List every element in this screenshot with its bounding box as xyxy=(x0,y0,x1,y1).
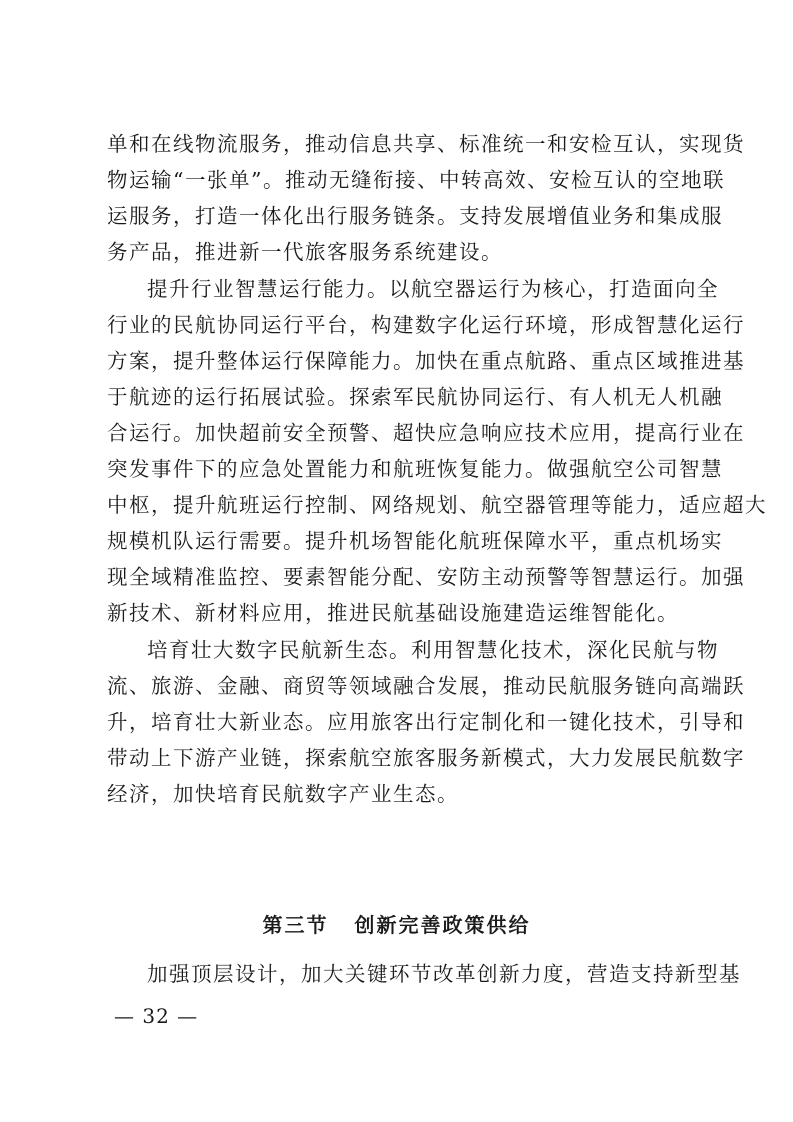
text-line: 加强顶层设计，加大关键环节改革创新力度，营造支持新型基 xyxy=(147,962,741,986)
section-number: 第三节 xyxy=(262,913,329,937)
text-line: 方案，提升整体运行保障能力。加快在重点航路、重点区域推进基 xyxy=(107,349,745,373)
text-line: 流、旅游、金融、商贸等领域融合发展，推动民航服务链向高端跃 xyxy=(107,674,745,698)
paragraph-3 xyxy=(107,632,745,812)
text-line: 提升行业智慧运行能力。以航空器运行为核心，打造面向全 xyxy=(147,277,719,301)
text-line: 升，培育壮大新业态。应用旅客出行定制化和一键化技术，引导和 xyxy=(107,710,745,734)
paragraph-2 xyxy=(107,271,767,631)
paragraph-4 xyxy=(107,956,741,992)
text-line: 务产品，推进新一代旅客服务系统建设。 xyxy=(107,240,503,264)
paragraph-1 xyxy=(107,126,745,270)
text-line: 经济，加快培育民航数字产业生态。 xyxy=(107,782,459,806)
text-line: 物运输“一张单”。推动无缝衔接、中转高效、安检互认的空地联 xyxy=(107,168,725,192)
text-line: 中枢，提升航班运行控制、网络规划、航空器管理等能力，适应超大 xyxy=(107,493,767,517)
text-line: 规模机队运行需要。提升机场智能化航班保障水平，重点机场实 xyxy=(107,529,723,553)
text-line: 合运行。加快超前安全预警、超快应急响应技术应用，提高行业在 xyxy=(107,421,745,445)
page-number: — 32 — xyxy=(114,1004,199,1028)
document-body xyxy=(107,126,767,813)
text-line: 突发事件下的应急处置能力和航班恢复能力。做强航空公司智慧 xyxy=(107,457,723,481)
text-line: 于航迹的运行拓展试验。探索军民航协同运行、有人机无人机融 xyxy=(107,385,723,409)
text-line: 单和在线物流服务，推动信息共享、标准统一和安检互认，实现货 xyxy=(107,132,745,156)
text-line: 现全域精准监控、要素智能分配、安防主动预警等智慧运行。加强 xyxy=(107,565,745,589)
text-line: 运服务，打造一体化出行服务链条。支持发展增值业务和集成服 xyxy=(107,204,723,228)
section-heading xyxy=(0,909,793,938)
text-line: 带动上下游产业链，探索航空旅客服务新模式，大力发展民航数字 xyxy=(107,746,745,770)
section-title: 创新完善政策供给 xyxy=(354,913,531,937)
text-line: 培育壮大数字民航新生态。利用智慧化技术，深化民航与物 xyxy=(147,638,719,662)
text-line: 新技术、新材料应用，推进民航基础设施建造运维智能化。 xyxy=(107,601,679,625)
text-line: 行业的民航协同运行平台，构建数字化运行环境，形成智慧化运行 xyxy=(107,313,745,337)
